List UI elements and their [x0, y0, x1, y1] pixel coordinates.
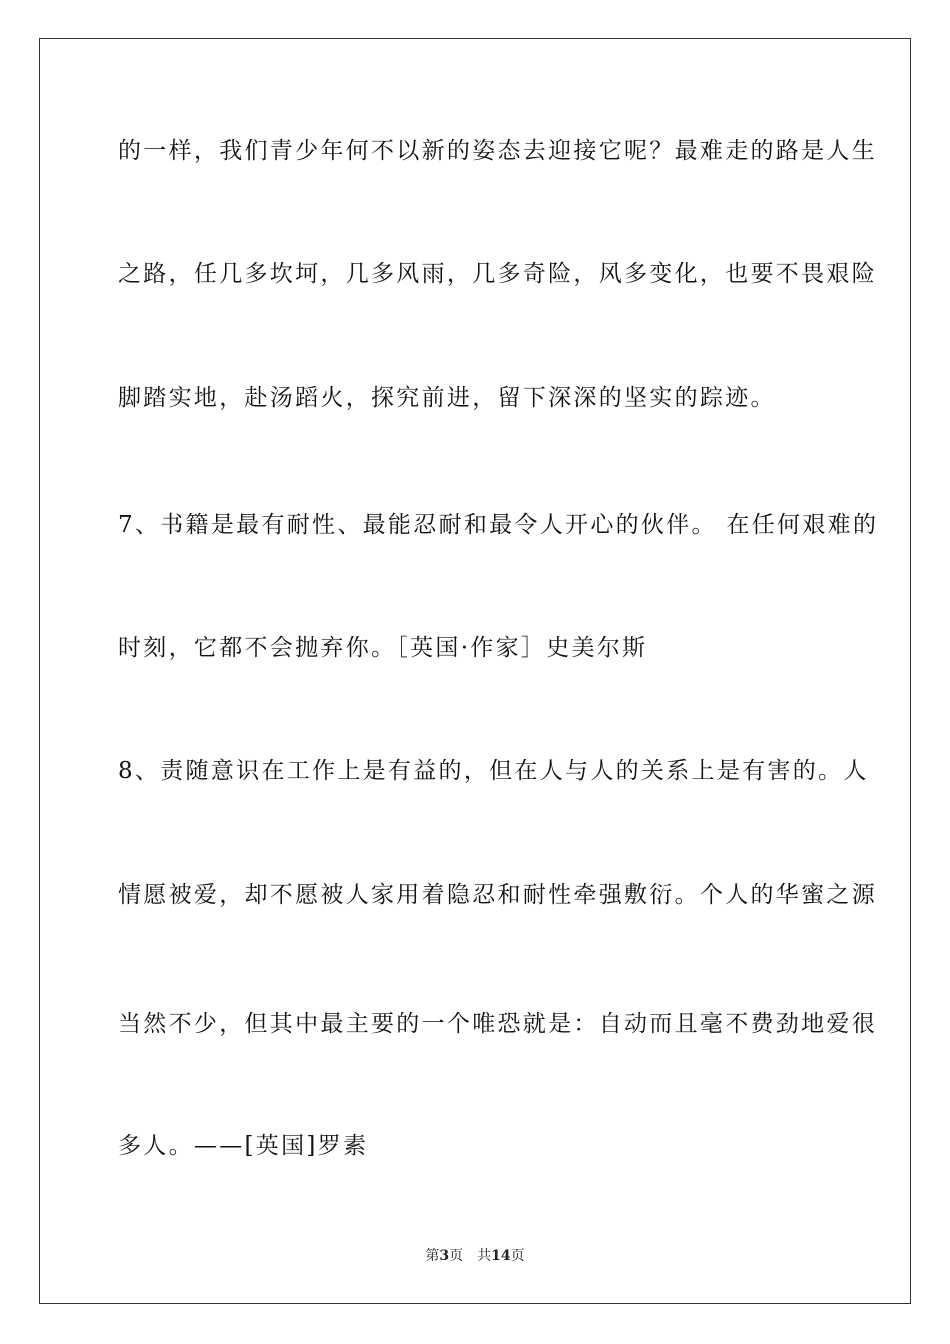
- text-line: 多人。——[英国]罗素: [118, 1133, 369, 1159]
- page-number: 3: [439, 1248, 450, 1264]
- page-prefix: 第: [425, 1248, 440, 1264]
- text-line: 8、责随意识在工作上是有益的，但在人与人的关系上是有害的。人: [118, 758, 869, 784]
- text-line: 时刻，它都不会抛弃你。［英国·作家］史美尔斯: [118, 635, 648, 661]
- page-suffix: 页: [449, 1248, 464, 1264]
- text-line: 7、书籍是最有耐性、最能忍耐和最令人开心的伙伴。 在任何艰难的: [118, 512, 879, 538]
- text-line: 脚踏实地，赴汤蹈火，探究前进，留下深深的坚实的踪迹。: [118, 385, 776, 411]
- page-border: [39, 38, 911, 1304]
- text-line: 之路，任几多坎坷，几多风雨，几多奇险，风多变化，也要不畏艰险: [118, 261, 877, 287]
- text-line: 的一样，我们青少年何不以新的姿态去迎接它呢？最难走的路是人生: [118, 138, 877, 164]
- text-line: 当然不少，但其中最主要的一个唯恐就是：自动而且毫不费劲地爱很: [118, 1011, 877, 1037]
- total-pages: 14: [491, 1248, 511, 1264]
- page-footer: [0, 1247, 950, 1265]
- total-suffix: 页: [510, 1248, 525, 1264]
- text-line: 情愿被爱，却不愿被人家用着隐忍和耐性牵强敷衍。个人的华蜜之源: [118, 882, 877, 908]
- total-prefix: 共: [477, 1248, 492, 1264]
